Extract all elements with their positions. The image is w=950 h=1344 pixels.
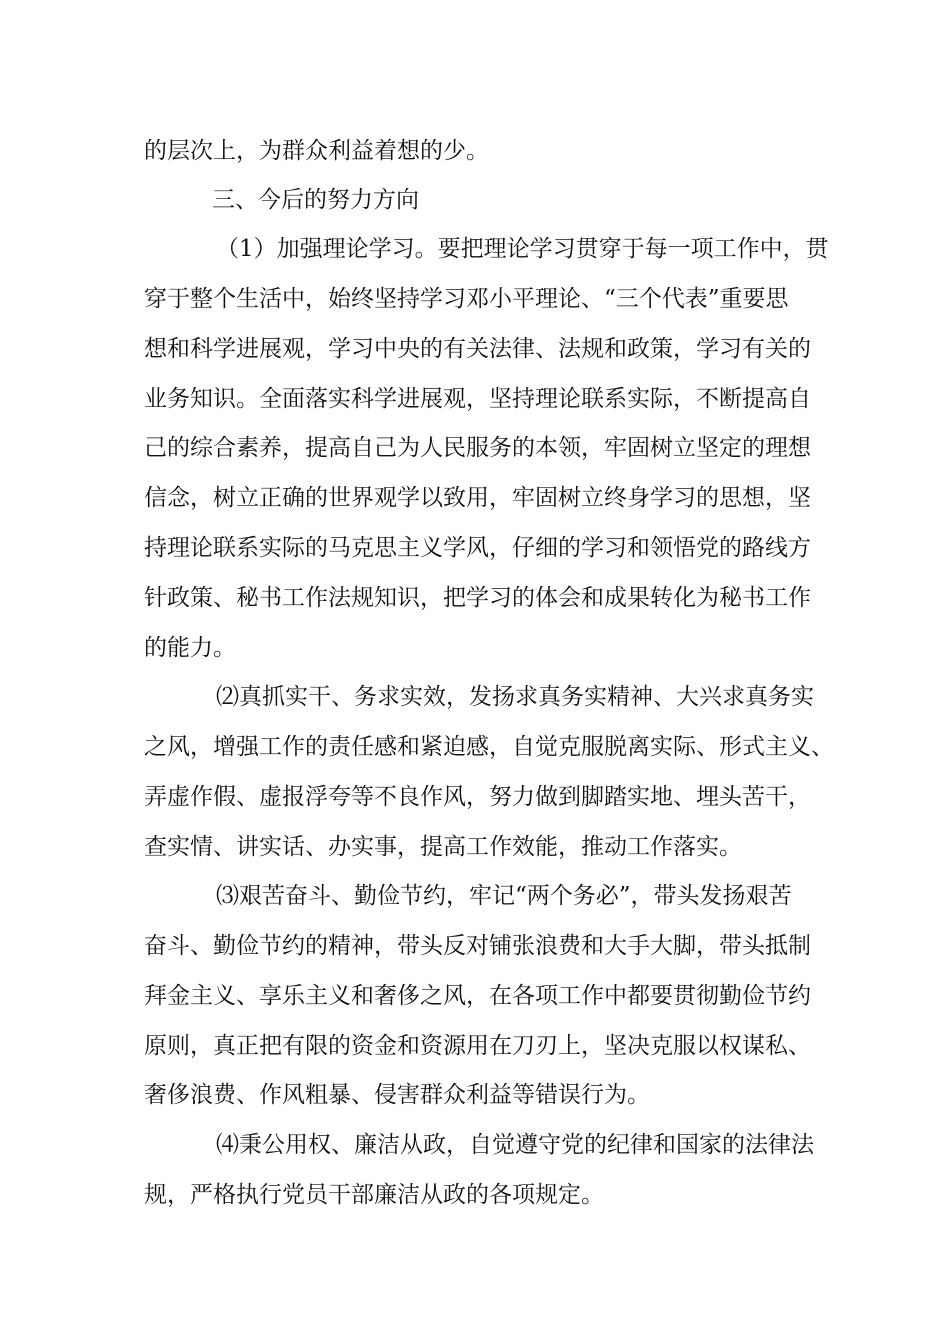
paragraph-1-line-9: 的能力。 [144,635,236,661]
paragraph-3-line-1: ⑶艰苦奋斗、勤俭节约，牢记“两个务必”，带头发扬艰苦 [216,883,792,909]
paragraph-1-line-3: 想和科学进展观，学习中央的有关法律、法规和政策，学习有关的 [144,336,811,362]
paragraph-1-line-2: 穿于整个生活中，始终坚持学习邓小平理论、“三个代表”重要思 [144,286,789,312]
paragraph-2-line-1: ⑵真抓实干、务求实效，发扬求真务实精神、大兴求真务实 [216,684,814,710]
paragraph-2-line-3: 弄虚作假、虚报浮夸等不良作风，努力做到脚踏实地、埋头苦干， [144,784,811,810]
paragraph-3-line-4: 原则，真正把有限的资金和资源用在刀刃上，坚决克服以权谋私、 [144,1033,811,1059]
paragraph-4-line-1: ⑷秉公用权、廉洁从政，自觉遵守党的纪律和国家的法律法 [216,1132,814,1158]
body-line-1: 的层次上，为群众利益着想的少。 [144,138,489,164]
section-heading: 三、今后的努力方向 [212,187,419,213]
paragraph-2-line-2: 之风，增强工作的责任感和紧迫感，自觉克服脱离实际、形式主义、 [144,734,834,760]
paragraph-1-line-8: 针政策、秘书工作法规知识，把学习的体会和成果转化为秘书工作 [144,585,811,611]
paragraph-3-line-3: 拜金主义、享乐主义和奢侈之风，在各项工作中都要贯彻勤俭节约 [144,983,811,1009]
paragraph-4-line-2: 规，严格执行党员干部廉洁从政的各项规定。 [144,1182,604,1208]
paragraph-1-line-1: （1）加强理论学习。要把理论学习贯穿于每一项工作中，贯 [216,236,829,262]
paragraph-1-line-6: 信念，树立正确的世界观学以致用，牢固树立终身学习的思想，坚 [144,485,811,511]
paragraph-2-line-4: 查实情、讲实话、办实事，提高工作效能，推动工作落实。 [144,834,742,860]
paragraph-1-line-5: 己的综合素养，提高自己为人民服务的本领，牢固树立坚定的理想 [144,435,811,461]
paragraph-3-line-5: 奢侈浪费、作风粗暴、侵害群众利益等错误行为。 [144,1082,650,1108]
paragraph-1-line-4: 业务知识。全面落实科学进展观，坚持理论联系实际，不断提高自 [144,386,811,412]
paragraph-1-line-7: 持理论联系实际的马克思主义学风，仔细的学习和领悟党的路线方 [144,535,811,561]
paragraph-3-line-2: 奋斗、勤俭节约的精神，带头反对铺张浪费和大手大脚，带头抵制 [144,933,811,959]
